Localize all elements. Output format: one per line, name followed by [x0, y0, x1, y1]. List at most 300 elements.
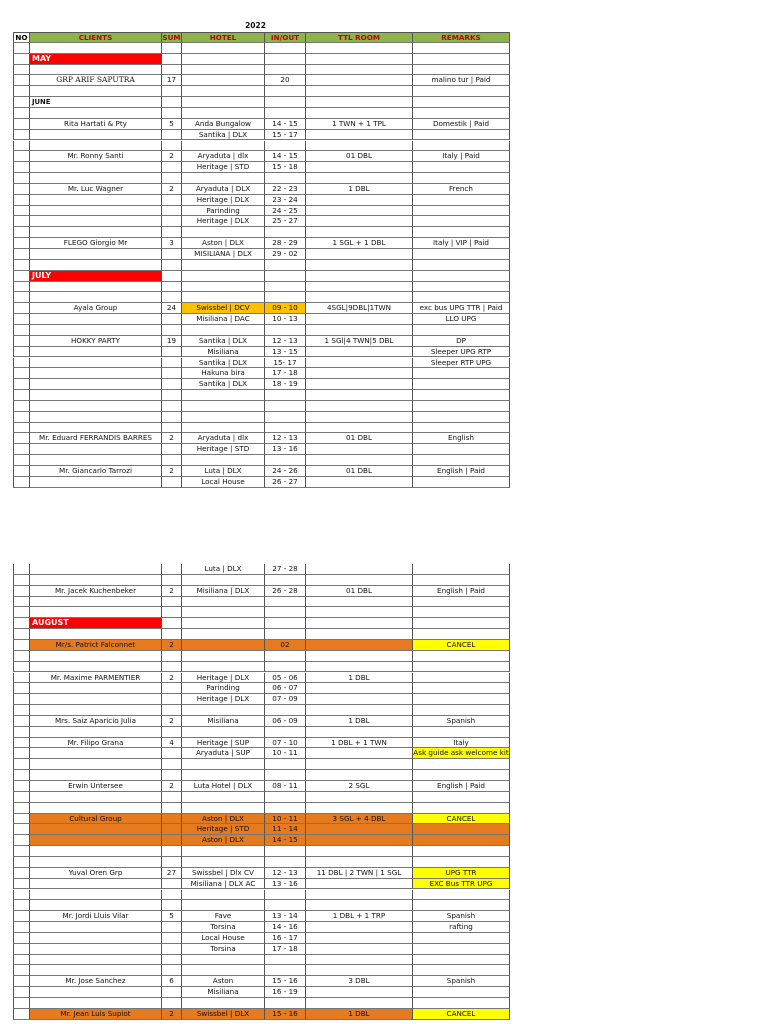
sum-cell: 3 — [161, 238, 181, 249]
no-cell — [13, 477, 29, 488]
table-row — [13, 716, 498, 727]
table-row — [13, 249, 498, 260]
hotel-cell: Aston | DLX — [181, 814, 264, 825]
no-cell — [13, 868, 29, 879]
table-row — [13, 292, 498, 303]
sum-cell — [161, 922, 181, 933]
hotel-cell: Anda Bungalow — [181, 119, 264, 130]
remarks-cell — [412, 412, 510, 423]
table-row — [13, 922, 498, 933]
hotel-cell: Santika | DLX — [181, 336, 264, 347]
room-cell — [305, 216, 412, 227]
hotel-cell — [181, 227, 264, 238]
room-cell: 1 TWN + 1 TPL — [305, 119, 412, 130]
table-row — [13, 781, 498, 792]
room-cell — [305, 651, 412, 662]
hotel-cell — [181, 651, 264, 662]
remarks-cell — [412, 54, 510, 65]
no-cell — [13, 390, 29, 401]
client-cell — [29, 824, 161, 835]
client-cell: Mr. Jose Sanchez — [29, 976, 161, 987]
table-row — [13, 955, 498, 966]
no-cell — [13, 141, 29, 152]
hotel-cell: Heritage | SUP — [181, 738, 264, 749]
remarks-cell — [412, 43, 510, 54]
remarks-cell: UPG TTR — [412, 868, 510, 879]
remarks-cell: English | Paid — [412, 781, 510, 792]
inout-cell: 15 - 16 — [264, 976, 305, 987]
hotel-cell: Misiliana — [181, 716, 264, 727]
client-cell — [29, 368, 161, 379]
table-row — [13, 575, 498, 586]
client-cell — [29, 890, 161, 901]
room-cell — [305, 900, 412, 911]
client-cell — [29, 748, 161, 759]
client-cell — [29, 292, 161, 303]
room-cell: 3 DBL — [305, 976, 412, 987]
no-cell — [13, 173, 29, 184]
sum-cell — [161, 933, 181, 944]
table-row — [13, 477, 498, 488]
header-remarks: REMARKS — [412, 32, 510, 43]
sum-cell: 2 — [161, 1009, 181, 1020]
table-row — [13, 455, 498, 466]
table-row — [13, 976, 498, 987]
hotel-cell: Hakuna bira — [181, 368, 264, 379]
remarks-cell — [412, 206, 510, 217]
sum-cell: 2 — [161, 466, 181, 477]
sum-cell — [161, 412, 181, 423]
room-cell — [305, 130, 412, 141]
sum-cell — [161, 890, 181, 901]
inout-cell: 11 - 14 — [264, 824, 305, 835]
room-cell — [305, 368, 412, 379]
no-cell — [13, 987, 29, 998]
inout-cell: 06 - 09 — [264, 716, 305, 727]
inout-cell: 15 - 16 — [264, 1009, 305, 1020]
inout-cell — [264, 325, 305, 336]
hotel-cell — [181, 607, 264, 618]
hotel-cell: Aston | DLX — [181, 238, 264, 249]
inout-cell: 13 - 15 — [264, 347, 305, 358]
year-title: 2022 — [245, 21, 266, 30]
client-cell — [29, 651, 161, 662]
remarks-cell — [412, 368, 510, 379]
room-cell — [305, 325, 412, 336]
client-cell — [29, 325, 161, 336]
table-row — [13, 86, 498, 97]
inout-cell — [264, 618, 305, 629]
room-cell — [305, 770, 412, 781]
no-cell — [13, 271, 29, 282]
hotel-cell: Swissbel | DCV — [181, 303, 264, 314]
sum-cell — [161, 998, 181, 1009]
sum-cell — [161, 97, 181, 108]
client-cell — [29, 390, 161, 401]
table-row — [13, 814, 498, 825]
table-row — [13, 162, 498, 173]
hotel-cell — [181, 662, 264, 673]
room-cell — [305, 455, 412, 466]
client-cell — [29, 43, 161, 54]
table-row — [13, 444, 498, 455]
room-cell — [305, 683, 412, 694]
inout-cell: 18 - 19 — [264, 379, 305, 390]
client-cell — [29, 444, 161, 455]
client-cell — [29, 314, 161, 325]
remarks-cell: CANCEL — [412, 640, 510, 651]
no-cell — [13, 727, 29, 738]
inout-cell: 08 - 11 — [264, 781, 305, 792]
sum-cell: 2 — [161, 673, 181, 684]
sum-cell — [161, 162, 181, 173]
remarks-cell: EXC Bus TTR UPG — [412, 879, 510, 890]
room-cell — [305, 477, 412, 488]
remarks-cell — [412, 108, 510, 119]
remarks-cell: DP — [412, 336, 510, 347]
table-row — [13, 358, 498, 369]
sum-cell — [161, 271, 181, 282]
remarks-cell — [412, 607, 510, 618]
no-cell — [13, 607, 29, 618]
inout-cell — [264, 803, 305, 814]
inout-cell — [264, 705, 305, 716]
table-header — [13, 32, 498, 43]
room-cell — [305, 162, 412, 173]
client-cell — [29, 683, 161, 694]
no-cell — [13, 249, 29, 260]
no-cell — [13, 803, 29, 814]
no-cell — [13, 433, 29, 444]
room-cell — [305, 86, 412, 97]
sum-cell: 27 — [161, 868, 181, 879]
no-cell — [13, 890, 29, 901]
hotel-cell — [181, 108, 264, 119]
remarks-cell — [412, 444, 510, 455]
remarks-cell — [412, 455, 510, 466]
room-cell — [305, 792, 412, 803]
room-cell — [305, 575, 412, 586]
remarks-cell: English — [412, 433, 510, 444]
hotel-cell — [181, 629, 264, 640]
sum-cell — [161, 879, 181, 890]
sum-cell — [161, 260, 181, 271]
month-row — [13, 54, 498, 65]
table-row — [13, 933, 498, 944]
sum-cell: 2 — [161, 640, 181, 651]
client-cell — [29, 575, 161, 586]
sum-cell — [161, 814, 181, 825]
sum-cell — [161, 900, 181, 911]
room-cell: 4SGL|9DBL|1TWN — [305, 303, 412, 314]
hotel-cell: Heritage | DLX — [181, 195, 264, 206]
sum-cell — [161, 195, 181, 206]
hotel-cell: Heritage | DLX — [181, 694, 264, 705]
sum-cell: 5 — [161, 911, 181, 922]
hotel-cell: Swissbel | DLX — [181, 1009, 264, 1020]
hotel-cell: Heritage | STD — [181, 162, 264, 173]
remarks-cell — [412, 965, 510, 976]
no-cell — [13, 814, 29, 825]
inout-cell — [264, 998, 305, 1009]
room-cell — [305, 922, 412, 933]
no-cell — [13, 640, 29, 651]
inout-cell: 15 - 17 — [264, 130, 305, 141]
room-cell — [305, 618, 412, 629]
room-cell — [305, 141, 412, 152]
remarks-cell: LLO UPG — [412, 314, 510, 325]
sum-cell: 2 — [161, 586, 181, 597]
sum-cell — [161, 955, 181, 966]
remarks-cell: Sleeper UPG RTP — [412, 347, 510, 358]
remarks-cell: Domestik | Paid — [412, 119, 510, 130]
sum-cell — [161, 607, 181, 618]
sum-cell — [161, 368, 181, 379]
inout-cell — [264, 86, 305, 97]
hotel-cell: Aston | DLX — [181, 835, 264, 846]
client-cell — [29, 227, 161, 238]
inout-cell: 28 - 29 — [264, 238, 305, 249]
room-cell — [305, 759, 412, 770]
inout-cell — [264, 770, 305, 781]
hotel-cell: Swissbel | Dlx CV — [181, 868, 264, 879]
hotel-cell — [181, 412, 264, 423]
inout-cell: 27 - 28 — [264, 564, 305, 575]
room-cell: 1 DBL + 1 TWN — [305, 738, 412, 749]
room-cell — [305, 314, 412, 325]
hotel-cell — [181, 282, 264, 293]
remarks-cell — [412, 770, 510, 781]
inout-cell — [264, 955, 305, 966]
sum-cell — [161, 54, 181, 65]
remarks-cell: Spanish — [412, 976, 510, 987]
room-cell — [305, 629, 412, 640]
room-cell — [305, 206, 412, 217]
no-cell — [13, 846, 29, 857]
inout-cell — [264, 629, 305, 640]
inout-cell: 16 - 17 — [264, 933, 305, 944]
header-clients: CLIENTS — [29, 32, 161, 43]
hotel-cell: Santika | DLX — [181, 379, 264, 390]
remarks-cell — [412, 987, 510, 998]
room-cell — [305, 43, 412, 54]
hotel-cell: Luta | DLX — [181, 564, 264, 575]
sum-cell — [161, 857, 181, 868]
no-cell — [13, 466, 29, 477]
hotel-cell — [181, 401, 264, 412]
inout-cell — [264, 965, 305, 976]
no-cell — [13, 108, 29, 119]
remarks-cell — [412, 401, 510, 412]
sum-cell — [161, 292, 181, 303]
hotel-cell: Luta Hotel | DLX — [181, 781, 264, 792]
hotel-cell: Parinding — [181, 206, 264, 217]
room-cell — [305, 748, 412, 759]
client-cell — [29, 694, 161, 705]
client-cell — [29, 727, 161, 738]
table-row — [13, 412, 498, 423]
table-row — [13, 433, 498, 444]
client-cell — [29, 662, 161, 673]
table-row — [13, 824, 498, 835]
client-cell — [29, 358, 161, 369]
room-cell — [305, 987, 412, 998]
no-cell — [13, 748, 29, 759]
remarks-cell — [412, 759, 510, 770]
sum-cell: 2 — [161, 151, 181, 162]
no-cell — [13, 292, 29, 303]
table-row — [13, 260, 498, 271]
hotel-cell: Local House — [181, 933, 264, 944]
no-cell — [13, 911, 29, 922]
remarks-cell — [412, 216, 510, 227]
room-cell — [305, 195, 412, 206]
remarks-cell — [412, 260, 510, 271]
client-cell: Mr/s. Patrict Falconnet — [29, 640, 161, 651]
table-row — [13, 629, 498, 640]
no-cell — [13, 998, 29, 1009]
table-row — [13, 65, 498, 76]
sum-cell — [161, 629, 181, 640]
inout-cell: 07 - 10 — [264, 738, 305, 749]
table-row — [13, 965, 498, 976]
hotel-cell: Santika | DLX — [181, 358, 264, 369]
no-cell — [13, 759, 29, 770]
room-cell — [305, 705, 412, 716]
remarks-cell: Sleeper RTP UPG — [412, 358, 510, 369]
hotel-cell — [181, 857, 264, 868]
hotel-cell — [181, 292, 264, 303]
sum-cell — [161, 108, 181, 119]
no-cell — [13, 412, 29, 423]
hotel-cell — [181, 846, 264, 857]
client-cell: Rita Hartati & Pty — [29, 119, 161, 130]
no-cell — [13, 770, 29, 781]
hotel-cell: Heritage | DLX — [181, 673, 264, 684]
no-cell — [13, 75, 29, 86]
remarks-cell: Italy — [412, 738, 510, 749]
no-cell — [13, 206, 29, 217]
room-cell — [305, 108, 412, 119]
inout-cell: 13 - 16 — [264, 444, 305, 455]
sum-cell — [161, 401, 181, 412]
sum-cell: 2 — [161, 433, 181, 444]
inout-cell — [264, 423, 305, 434]
client-cell — [29, 162, 161, 173]
client-cell — [29, 998, 161, 1009]
client-cell — [29, 922, 161, 933]
client-cell — [29, 401, 161, 412]
remarks-cell — [412, 292, 510, 303]
sum-cell — [161, 748, 181, 759]
inout-cell: 17 - 18 — [264, 944, 305, 955]
inout-cell — [264, 412, 305, 423]
sum-cell — [161, 314, 181, 325]
inout-cell: 12 - 13 — [264, 868, 305, 879]
room-cell — [305, 607, 412, 618]
hotel-cell: Torsina — [181, 944, 264, 955]
hotel-cell — [181, 390, 264, 401]
client-cell — [29, 944, 161, 955]
room-cell — [305, 173, 412, 184]
room-cell — [305, 75, 412, 86]
room-cell — [305, 933, 412, 944]
header-hotel: HOTEL — [181, 32, 264, 43]
room-cell: 1 DBL + 1 TRP — [305, 911, 412, 922]
no-cell — [13, 162, 29, 173]
inout-cell — [264, 846, 305, 857]
sum-cell — [161, 477, 181, 488]
client-cell — [29, 597, 161, 608]
remarks-cell: malino tur | Paid — [412, 75, 510, 86]
client-cell — [29, 130, 161, 141]
header-sum: SUM — [162, 33, 181, 42]
room-cell — [305, 249, 412, 260]
room-cell — [305, 282, 412, 293]
inout-cell — [264, 759, 305, 770]
no-cell — [13, 662, 29, 673]
room-cell: 1 DBL — [305, 1009, 412, 1020]
sum-cell — [161, 249, 181, 260]
table-row — [13, 846, 498, 857]
inout-cell — [264, 108, 305, 119]
table-row — [13, 184, 498, 195]
no-cell — [13, 184, 29, 195]
hotel-cell — [181, 618, 264, 629]
client-cell — [29, 835, 161, 846]
room-cell — [305, 890, 412, 901]
sum-cell — [161, 597, 181, 608]
remarks-cell — [412, 673, 510, 684]
inout-cell — [264, 597, 305, 608]
no-cell — [13, 618, 29, 629]
table-row — [13, 227, 498, 238]
table-row — [13, 607, 498, 618]
table-row — [13, 173, 498, 184]
sum-cell — [161, 694, 181, 705]
remarks-cell — [412, 651, 510, 662]
sum-cell — [161, 770, 181, 781]
room-cell — [305, 857, 412, 868]
room-cell — [305, 444, 412, 455]
table-row — [13, 282, 498, 293]
sum-cell — [161, 564, 181, 575]
no-cell — [13, 824, 29, 835]
hotel-cell: Aryaduta | dlx — [181, 433, 264, 444]
no-cell — [13, 965, 29, 976]
sum-cell — [161, 358, 181, 369]
inout-cell: 20 — [264, 75, 305, 86]
remarks-cell — [412, 618, 510, 629]
table-row — [13, 216, 498, 227]
no-cell — [13, 597, 29, 608]
remarks-cell — [412, 130, 510, 141]
client-cell: Mr. Giancarlo Tarrozi — [29, 466, 161, 477]
hotel-cell — [181, 998, 264, 1009]
no-cell — [13, 97, 29, 108]
remarks-cell: English | Paid — [412, 586, 510, 597]
remarks-cell: Spanish — [412, 716, 510, 727]
no-cell — [13, 379, 29, 390]
room-cell — [305, 727, 412, 738]
no-cell — [13, 705, 29, 716]
sum-cell — [161, 216, 181, 227]
month-subheader-row — [13, 97, 498, 108]
no-cell — [13, 629, 29, 640]
client-cell — [29, 965, 161, 976]
room-cell — [305, 390, 412, 401]
sum-cell — [161, 444, 181, 455]
